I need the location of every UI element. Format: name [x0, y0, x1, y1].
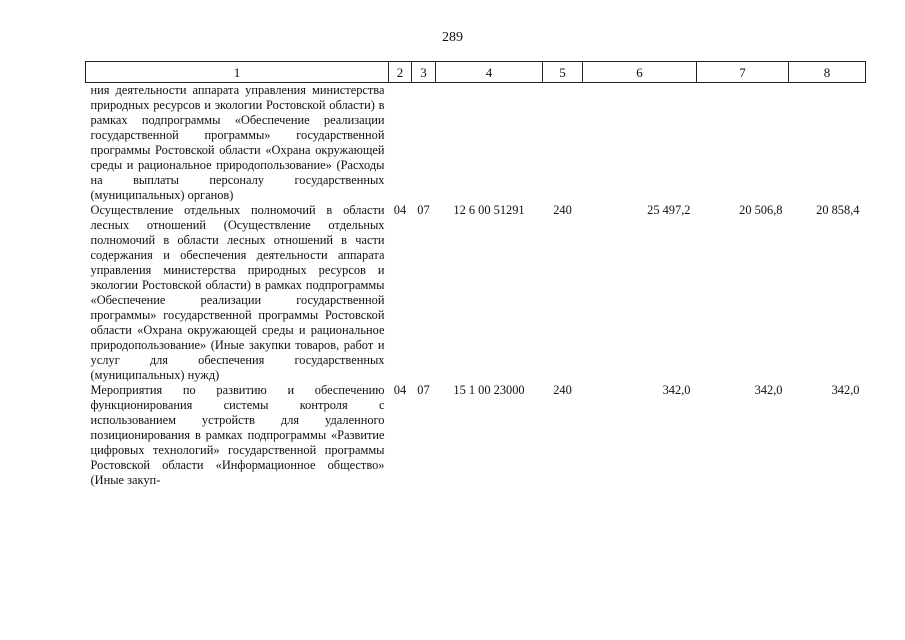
row-amount-col8: 342,0 — [831, 383, 860, 397]
row-description: Осуществление отдельных полномочий в области лесных отношений (Осуществление отдельных полномочий в области лесных отношений в части содержания и обеспечения деятельности аппарата управления министерства природных ресурсов и экологии Ростовской области) в рамках подпрограммы «Обеспечение реализации государственной программы» государственной программы Ростовской области «Охрана окружающей среды и рациональное природопользование» (Иные закупки товаров, работ и услуг для обеспечения государственных (муниципальных) нужд) — [90, 203, 385, 382]
row-amount-col6: 342,0 — [662, 383, 691, 397]
row-amount-col7: 20 506,8 — [739, 203, 783, 217]
page-number: 289 — [442, 30, 463, 45]
table-row — [86, 383, 866, 488]
row-target-article: 12 6 00 51291 — [453, 203, 525, 217]
row-expense-type: 240 — [553, 203, 572, 217]
row-target-article: 15 1 00 23000 — [453, 383, 525, 397]
row-subsection — [412, 83, 436, 204]
row-description: Мероприятия по развитию и обеспечению функционирования системы контроля с использованием устройств для удаленного позиционирования в рамках подпрограммы «Развитие цифровых технологий» государственной программы Ростовской области «Информационное общество» (Иные закуп- — [90, 383, 385, 487]
row-expense-type: 240 — [553, 383, 572, 397]
row-section: 04 — [393, 203, 407, 217]
row-amount-col6: 25 497,2 — [647, 203, 691, 217]
table-row — [86, 203, 866, 383]
header-col-3: 3 — [412, 62, 436, 83]
row-amount-col8 — [789, 83, 866, 204]
row-amount-col7: 342,0 — [754, 383, 783, 397]
header-col-5: 5 — [543, 62, 583, 83]
row-expense-type — [543, 83, 583, 204]
budget-table — [85, 61, 866, 488]
header-col-2: 2 — [389, 62, 412, 83]
row-subsection: 07 — [417, 383, 430, 397]
header-col-6: 6 — [583, 62, 697, 83]
row-section — [389, 83, 412, 204]
row-target-article — [436, 83, 543, 204]
row-amount-col8: 20 858,4 — [816, 203, 860, 217]
row-section: 04 — [393, 383, 407, 397]
row-amount-col7 — [697, 83, 789, 204]
table-header-row — [86, 62, 866, 83]
table-row — [86, 83, 866, 204]
header-col-1: 1 — [86, 62, 389, 83]
row-subsection: 07 — [417, 203, 430, 217]
header-col-7: 7 — [697, 62, 789, 83]
header-col-8: 8 — [789, 62, 866, 83]
row-amount-col6 — [583, 83, 697, 204]
row-description: ния деятельности аппарата управления министерства природных ресурсов и экологии Ростовской области) в рамках подпрограммы «Обеспечение реализации государственной программы» государственной программы Ростовской области «Охрана окружающей среды и рациональное природопользование» (Расходы на выплаты персоналу государственных (муниципальных) органов) — [90, 83, 385, 202]
header-col-4: 4 — [436, 62, 543, 83]
